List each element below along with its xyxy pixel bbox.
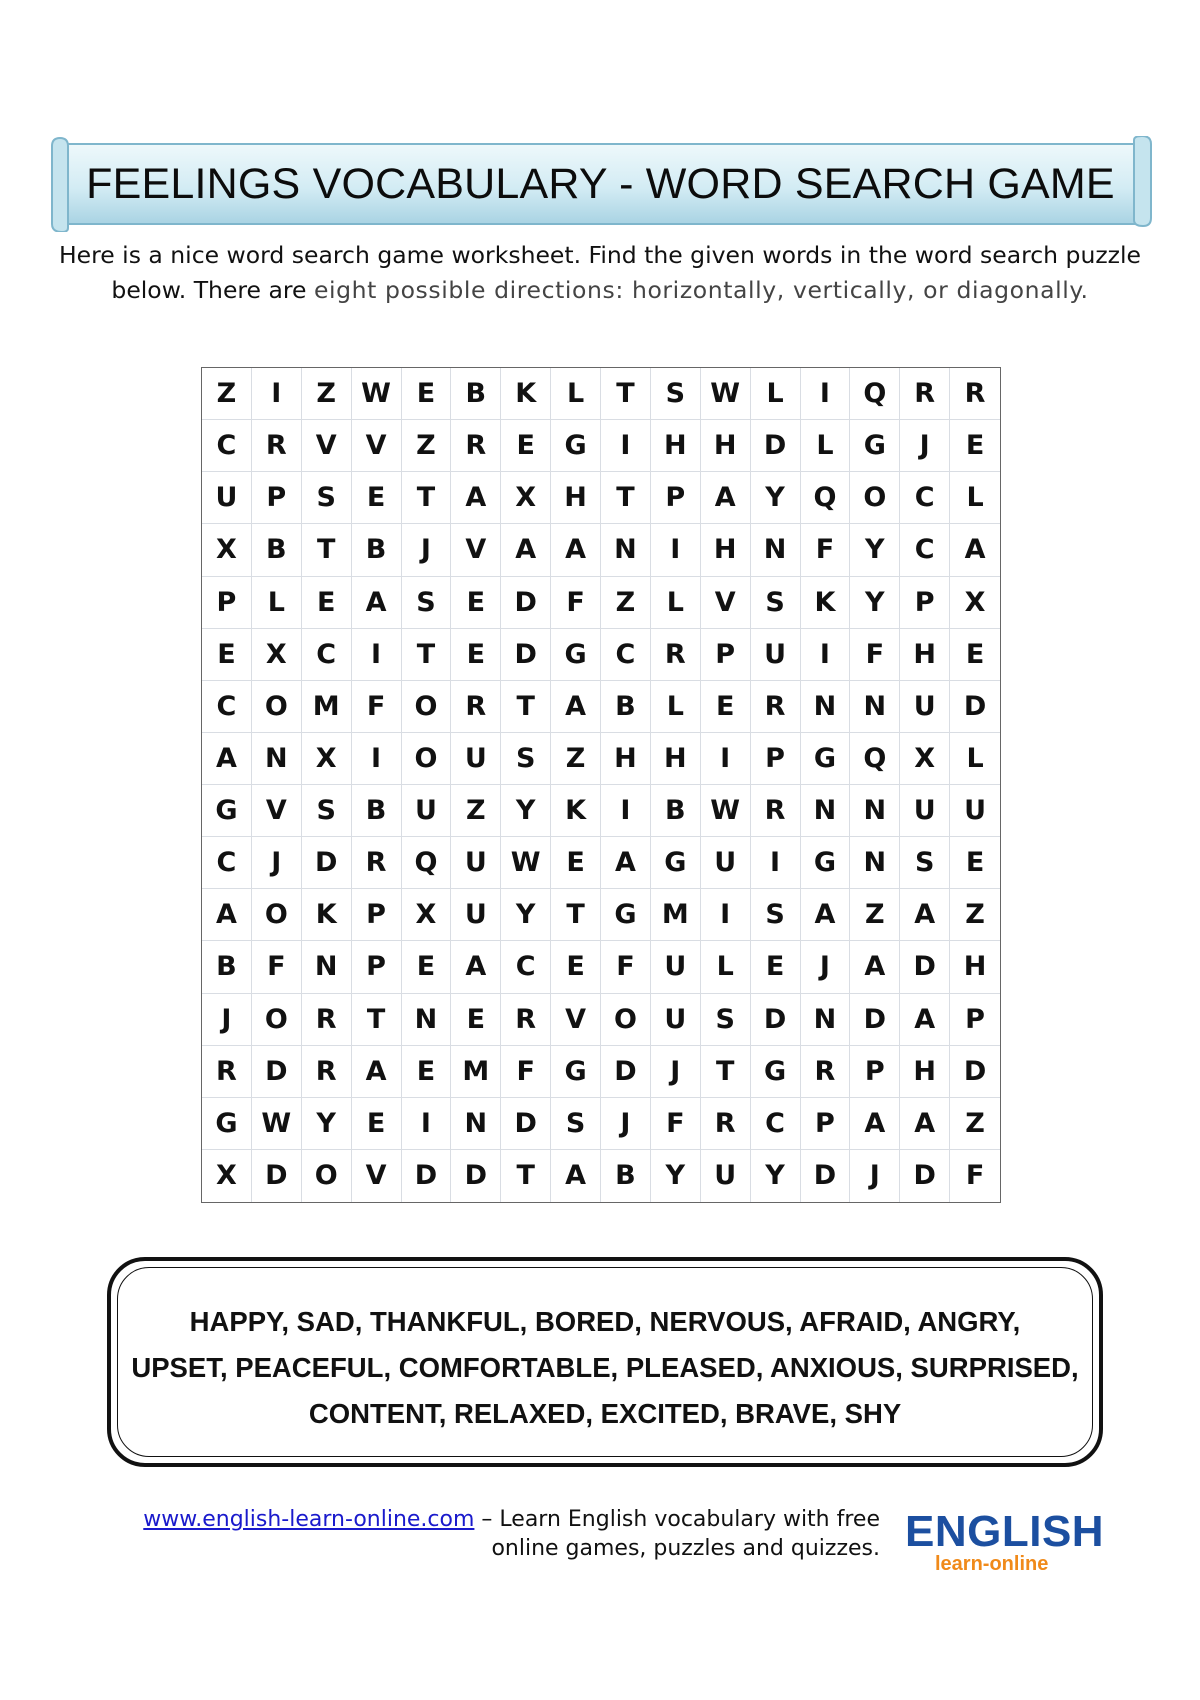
grid-cell[interactable]: Y — [501, 889, 551, 941]
word-list-line-3: CONTENT, RELAXED, EXCITED, BRAVE, SHY — [308, 1398, 902, 1429]
grid-cell[interactable]: C — [751, 1098, 801, 1150]
grid-cell[interactable]: O — [402, 681, 452, 733]
grid-cell[interactable]: N — [850, 837, 900, 889]
grid-cell[interactable]: C — [501, 941, 551, 993]
grid-cell[interactable]: I — [801, 629, 851, 681]
grid-cell[interactable]: Y — [751, 1150, 801, 1202]
grid-cell[interactable]: Z — [402, 420, 452, 472]
grid-cell[interactable]: S — [302, 785, 352, 837]
grid-cell[interactable]: I — [402, 1098, 452, 1150]
grid-cell[interactable]: T — [701, 1046, 751, 1098]
grid-cell[interactable]: B — [352, 785, 402, 837]
grid-cell[interactable]: E — [402, 368, 452, 420]
grid-cell[interactable]: A — [701, 472, 751, 524]
grid-cell[interactable]: G — [801, 837, 851, 889]
grid-cell[interactable]: X — [900, 733, 950, 785]
grid-cell[interactable]: W — [252, 1098, 302, 1150]
grid-cell[interactable]: E — [402, 941, 452, 993]
grid-cell[interactable]: S — [751, 577, 801, 629]
grid-cell[interactable]: Y — [651, 1150, 701, 1202]
grid-cell[interactable]: M — [651, 889, 701, 941]
grid-cell[interactable]: B — [451, 368, 501, 420]
grid-cell[interactable]: R — [501, 994, 551, 1046]
grid-cell[interactable]: R — [651, 629, 701, 681]
grid-cell[interactable]: E — [950, 629, 1000, 681]
grid-cell[interactable]: R — [451, 681, 501, 733]
grid-cell[interactable]: N — [302, 941, 352, 993]
grid-cell[interactable]: A — [551, 524, 601, 576]
word-search-grid[interactable] — [201, 367, 1001, 1203]
grid-cell[interactable]: Z — [950, 1098, 1000, 1150]
grid-cell[interactable]: K — [501, 368, 551, 420]
grid-cell[interactable]: A — [352, 577, 402, 629]
grid-cell[interactable]: K — [801, 577, 851, 629]
grid-cell[interactable]: I — [352, 733, 402, 785]
grid-cell[interactable]: S — [701, 994, 751, 1046]
grid-cell[interactable]: R — [451, 420, 501, 472]
grid-cell[interactable]: B — [601, 681, 651, 733]
grid-cell[interactable]: U — [751, 629, 801, 681]
grid-cell[interactable]: L — [701, 941, 751, 993]
grid-cell[interactable]: T — [352, 994, 402, 1046]
grid-cell[interactable]: R — [950, 368, 1000, 420]
grid-cell[interactable]: G — [601, 889, 651, 941]
grid-cell[interactable]: K — [551, 785, 601, 837]
grid-cell[interactable]: P — [202, 577, 252, 629]
grid-cell[interactable]: C — [601, 629, 651, 681]
grid-cell[interactable]: D — [402, 1150, 452, 1202]
grid-cell[interactable]: D — [900, 1150, 950, 1202]
word-list — [111, 1299, 1099, 1437]
grid-cell[interactable]: I — [701, 733, 751, 785]
instructions-part2: eight possible directions: horizontally, vertically, or diagonally. — [313, 276, 1089, 304]
grid-cell[interactable]: T — [302, 524, 352, 576]
grid-cell[interactable]: E — [551, 837, 601, 889]
grid-cell[interactable]: A — [900, 889, 950, 941]
instructions — [40, 238, 1160, 308]
grid-cell[interactable]: E — [501, 420, 551, 472]
grid-cell[interactable]: V — [451, 524, 501, 576]
grid-cell[interactable]: P — [352, 941, 402, 993]
grid-cell[interactable]: D — [801, 1150, 851, 1202]
grid-cell[interactable]: U — [651, 994, 701, 1046]
grid-cell[interactable]: Y — [302, 1098, 352, 1150]
grid-cell[interactable]: W — [501, 837, 551, 889]
grid-cell[interactable]: N — [801, 785, 851, 837]
grid-cell[interactable]: X — [252, 629, 302, 681]
grid-cell[interactable]: I — [751, 837, 801, 889]
grid-cell[interactable]: A — [202, 733, 252, 785]
grid-cell[interactable]: T — [402, 472, 452, 524]
grid-cell[interactable]: V — [352, 1150, 402, 1202]
grid-cell[interactable]: Z — [551, 733, 601, 785]
grid-cell[interactable]: R — [701, 1098, 751, 1150]
grid-cell[interactable]: N — [850, 785, 900, 837]
grid-cell[interactable]: G — [202, 1098, 252, 1150]
grid-cell[interactable]: F — [965, 1160, 985, 1192]
grid-cell[interactable]: P — [850, 1046, 900, 1098]
grid-cell[interactable]: N — [801, 994, 851, 1046]
grid-cell[interactable]: A — [551, 1150, 601, 1202]
grid-cell[interactable]: I — [601, 785, 651, 837]
grid-cell[interactable]: E — [352, 1098, 402, 1150]
title-banner — [48, 136, 1153, 232]
grid-cell[interactable]: A — [950, 524, 1000, 576]
grid-cell[interactable]: H — [900, 629, 950, 681]
grid-cell[interactable]: X — [501, 472, 551, 524]
grid-cell[interactable]: U — [950, 785, 1000, 837]
grid-cell[interactable]: N — [751, 524, 801, 576]
grid-cell[interactable]: P — [751, 733, 801, 785]
grid-cell[interactable]: U — [451, 889, 501, 941]
grid-cell[interactable]: F — [551, 577, 601, 629]
grid-cell[interactable]: T — [501, 681, 551, 733]
grid-cell[interactable]: S — [501, 733, 551, 785]
grid-cell[interactable]: A — [551, 681, 601, 733]
grid-cell[interactable]: D — [501, 629, 551, 681]
grid-cell[interactable]: H — [651, 420, 701, 472]
grid-cell[interactable]: H — [551, 472, 601, 524]
grid-cell[interactable]: R — [900, 368, 950, 420]
page-title: FEELINGS VOCABULARY - WORD SEARCH GAME — [86, 159, 1115, 208]
grid-cell[interactable]: L — [751, 368, 801, 420]
grid-cell[interactable]: C — [900, 524, 950, 576]
grid-cell[interactable]: T — [402, 629, 452, 681]
grid-cell[interactable]: E — [302, 577, 352, 629]
grid-cell[interactable]: G — [551, 1046, 601, 1098]
grid-cell[interactable]: H — [950, 941, 1000, 993]
english-learn-online-logo[interactable] — [905, 1507, 1105, 1578]
grid-cell[interactable]: G — [551, 420, 601, 472]
grid-cell[interactable]: D — [451, 1150, 501, 1202]
grid-cell[interactable]: J — [252, 837, 302, 889]
website-link[interactable]: www.english-learn-online.com — [143, 1507, 475, 1532]
grid-cell[interactable]: H — [900, 1046, 950, 1098]
grid-cell[interactable]: F — [651, 1098, 701, 1150]
grid-cell[interactable]: A — [451, 472, 501, 524]
grid-cell[interactable]: B — [601, 1150, 651, 1202]
grid-cell[interactable]: Y — [850, 577, 900, 629]
grid-cell[interactable]: Z — [950, 889, 1000, 941]
grid-cell[interactable]: F — [252, 941, 302, 993]
grid-cell[interactable]: N — [601, 524, 651, 576]
grid-cell[interactable]: J — [651, 1046, 701, 1098]
grid-cell[interactable]: Z — [302, 368, 352, 420]
grid-cell[interactable]: Q — [850, 733, 900, 785]
grid-cell[interactable]: H — [601, 733, 651, 785]
grid-cell[interactable]: H — [651, 733, 701, 785]
grid-cell[interactable]: R — [801, 1046, 851, 1098]
grid-cell[interactable]: X — [402, 889, 452, 941]
grid-cell[interactable]: G — [551, 629, 601, 681]
grid-cell[interactable]: Y — [850, 524, 900, 576]
grid-cell[interactable]: Z — [451, 785, 501, 837]
grid-cell[interactable]: T — [551, 889, 601, 941]
grid-cell[interactable]: L — [950, 733, 1000, 785]
grid-cell[interactable]: U — [701, 1150, 751, 1202]
footer-text-line1: Learn English vocabulary with free — [499, 1507, 880, 1532]
grid-cell[interactable]: E — [451, 577, 501, 629]
grid-cell[interactable]: O — [850, 472, 900, 524]
grid-cell[interactable]: D — [302, 837, 352, 889]
grid-cell[interactable]: J — [900, 420, 950, 472]
grid-cell[interactable]: N — [402, 994, 452, 1046]
grid-cell[interactable]: U — [701, 837, 751, 889]
grid-cell[interactable]: P — [252, 472, 302, 524]
grid-cell[interactable]: P — [801, 1098, 851, 1150]
grid-cell[interactable]: A — [850, 941, 900, 993]
grid-cell[interactable]: E — [451, 994, 501, 1046]
word-list-line-1: HAPPY, SAD, THANKFUL, BORED, NERVOUS, AFRAID, ANGRY, — [189, 1306, 1021, 1337]
grid-cell[interactable]: V — [701, 577, 751, 629]
grid-cell[interactable]: P — [352, 889, 402, 941]
grid-cell[interactable]: N — [252, 733, 302, 785]
grid-cell[interactable]: T — [501, 1150, 551, 1202]
grid-cell[interactable]: P — [701, 629, 751, 681]
grid-cell[interactable]: G — [651, 837, 701, 889]
grid-cell[interactable]: D — [950, 681, 1000, 733]
grid-cell[interactable]: U — [651, 941, 701, 993]
grid-cell[interactable]: E — [950, 420, 1000, 472]
grid-cell[interactable]: V — [551, 994, 601, 1046]
word-list-box — [107, 1257, 1103, 1467]
grid-cell[interactable]: L — [651, 577, 701, 629]
grid-cell[interactable]: C — [202, 837, 252, 889]
grid-cell[interactable]: V — [352, 420, 402, 472]
grid-cell[interactable]: C — [202, 420, 252, 472]
grid-cell[interactable]: G — [801, 733, 851, 785]
grid-cell[interactable]: F — [501, 1046, 551, 1098]
grid-cell[interactable]: T — [601, 472, 651, 524]
grid-cell[interactable]: A — [850, 1098, 900, 1150]
grid-cell[interactable]: L — [950, 472, 1000, 524]
grid-cell[interactable]: V — [302, 420, 352, 472]
grid-cell[interactable]: J — [850, 1150, 900, 1202]
grid-cell[interactable]: L — [551, 368, 601, 420]
grid-cell[interactable]: O — [252, 994, 302, 1046]
grid-cell[interactable]: E — [751, 941, 801, 993]
grid-cell[interactable]: I — [252, 368, 302, 420]
grid-cell[interactable]: I — [651, 524, 701, 576]
grid-cell[interactable]: I — [701, 889, 751, 941]
grid-cell[interactable]: F — [850, 629, 900, 681]
grid-cell[interactable]: Y — [751, 472, 801, 524]
grid-cell[interactable]: Q — [850, 368, 900, 420]
grid-cell[interactable]: R — [302, 1046, 352, 1098]
grid-cell[interactable]: I — [352, 629, 402, 681]
grid-cell[interactable]: W — [701, 368, 751, 420]
grid-cell[interactable]: E — [402, 1046, 452, 1098]
grid-cell[interactable]: E — [701, 681, 751, 733]
grid-cell[interactable]: S — [402, 577, 452, 629]
grid-cell[interactable]: E — [352, 472, 402, 524]
grid-cell[interactable]: U — [451, 837, 501, 889]
grid-cell[interactable]: U — [402, 785, 452, 837]
grid-cell[interactable]: G — [751, 1046, 801, 1098]
grid-cell[interactable]: Z — [850, 889, 900, 941]
grid-cell[interactable]: X — [302, 733, 352, 785]
grid-cell[interactable]: O — [302, 1150, 352, 1202]
grid-cell[interactable]: D — [900, 941, 950, 993]
grid-cell[interactable]: V — [252, 785, 302, 837]
grid-cell[interactable]: P — [950, 994, 1000, 1046]
grid-cell[interactable]: M — [302, 681, 352, 733]
grid-cell[interactable]: B — [202, 941, 252, 993]
grid-cell[interactable]: B — [651, 785, 701, 837]
grid-cell[interactable]: G — [850, 420, 900, 472]
grid-cell[interactable]: J — [202, 994, 252, 1046]
grid-cell[interactable]: A — [900, 1098, 950, 1150]
grid-cell[interactable]: G — [202, 785, 252, 837]
grid-cell[interactable]: D — [501, 577, 551, 629]
grid-cell[interactable]: B — [252, 524, 302, 576]
grid-cell[interactable]: Z — [202, 368, 252, 420]
grid-cell[interactable]: D — [850, 994, 900, 1046]
grid-cell[interactable]: C — [202, 681, 252, 733]
grid-cell[interactable]: A — [451, 941, 501, 993]
grid-cell[interactable]: H — [701, 524, 751, 576]
grid-cell[interactable]: S — [651, 368, 701, 420]
grid-cell[interactable]: W — [701, 785, 751, 837]
grid-cell[interactable]: U — [451, 733, 501, 785]
grid-cell[interactable]: J — [801, 941, 851, 993]
grid-cell[interactable]: A — [900, 994, 950, 1046]
word-list-line-2: UPSET, PEACEFUL, COMFORTABLE, PLEASED, ANXIOUS, SURPRISED, — [131, 1352, 1079, 1383]
grid-cell[interactable]: A — [352, 1046, 402, 1098]
grid-cell[interactable]: P — [651, 472, 701, 524]
grid-cell[interactable]: O — [252, 889, 302, 941]
grid-cell[interactable]: M — [451, 1046, 501, 1098]
grid-cell[interactable]: D — [252, 1150, 302, 1202]
grid-cell[interactable]: D — [252, 1046, 302, 1098]
grid-cell[interactable]: P — [900, 577, 950, 629]
grid-cell[interactable]: X — [950, 577, 1000, 629]
grid-cell[interactable]: K — [302, 889, 352, 941]
grid-cell[interactable]: C — [302, 629, 352, 681]
grid-cell[interactable]: U — [202, 472, 252, 524]
grid-cell[interactable]: Q — [402, 837, 452, 889]
grid-cell[interactable]: D — [751, 420, 801, 472]
grid-cell[interactable]: U — [900, 681, 950, 733]
grid-cell[interactable]: C — [900, 472, 950, 524]
grid-cell[interactable]: R — [302, 994, 352, 1046]
grid-cell[interactable]: S — [751, 889, 801, 941]
grid-cell[interactable]: F — [352, 681, 402, 733]
grid-cell[interactable]: A — [501, 524, 551, 576]
grid-cell[interactable]: L — [651, 681, 701, 733]
logo-main-text: ENGLISH — [905, 1507, 1105, 1556]
grid-cell[interactable]: F — [801, 524, 851, 576]
grid-cell[interactable]: H — [701, 420, 751, 472]
grid-cell[interactable]: R — [202, 1046, 252, 1098]
grid-cell[interactable]: T — [601, 368, 651, 420]
grid-cell[interactable]: O — [402, 733, 452, 785]
grid-cell[interactable]: A — [801, 889, 851, 941]
grid-cell[interactable]: B — [352, 524, 402, 576]
grid-cell[interactable]: W — [352, 368, 402, 420]
grid-cell[interactable]: L — [801, 420, 851, 472]
grid-cell[interactable]: E — [202, 629, 252, 681]
grid-cell[interactable]: L — [252, 577, 302, 629]
grid-cell[interactable]: S — [900, 837, 950, 889]
grid-cell[interactable]: R — [252, 420, 302, 472]
grid-cell[interactable]: S — [551, 1098, 601, 1150]
grid-cell[interactable]: N — [850, 681, 900, 733]
grid-cell[interactable]: E — [451, 629, 501, 681]
grid-cell[interactable]: A — [601, 837, 651, 889]
grid-cell[interactable]: O — [252, 681, 302, 733]
grid-cell[interactable]: F — [601, 941, 651, 993]
grid-cell[interactable]: D — [950, 1046, 1000, 1098]
grid-cell[interactable]: J — [601, 1098, 651, 1150]
grid-cell[interactable]: N — [451, 1098, 501, 1150]
grid-cell[interactable]: J — [402, 524, 452, 576]
footer-text — [100, 1505, 880, 1563]
grid-cell[interactable]: I — [801, 368, 851, 420]
grid-cell[interactable]: Z — [601, 577, 651, 629]
grid-cell[interactable]: R — [751, 785, 801, 837]
logo-sub-text: learn-online — [935, 1553, 1049, 1575]
grid-cell[interactable]: I — [601, 420, 651, 472]
grid-cell[interactable]: D — [601, 1046, 651, 1098]
footer-dash: – — [474, 1507, 500, 1532]
grid-cell[interactable]: Q — [801, 472, 851, 524]
footer-text-line2: online games, puzzles and quizzes. — [491, 1536, 880, 1561]
instructions-part1: Here is a nice word search game worksheet. Find the given words in the word search puzzle below. There are — [58, 241, 1142, 304]
grid-cell[interactable]: D — [751, 994, 801, 1046]
grid-cell[interactable]: X — [202, 1150, 252, 1202]
grid-cell[interactable]: X — [202, 524, 252, 576]
grid-cell[interactable]: N — [801, 681, 851, 733]
grid-cell[interactable]: S — [302, 472, 352, 524]
grid-cell[interactable]: R — [751, 681, 801, 733]
grid-cell[interactable]: Y — [501, 785, 551, 837]
grid-cell[interactable]: R — [352, 837, 402, 889]
grid-cell[interactable]: A — [202, 889, 252, 941]
grid-cell[interactable]: O — [601, 994, 651, 1046]
grid-cell[interactable]: E — [950, 837, 1000, 889]
grid-cell[interactable]: D — [501, 1098, 551, 1150]
grid-cell[interactable]: U — [900, 785, 950, 837]
grid-cell[interactable]: E — [551, 941, 601, 993]
